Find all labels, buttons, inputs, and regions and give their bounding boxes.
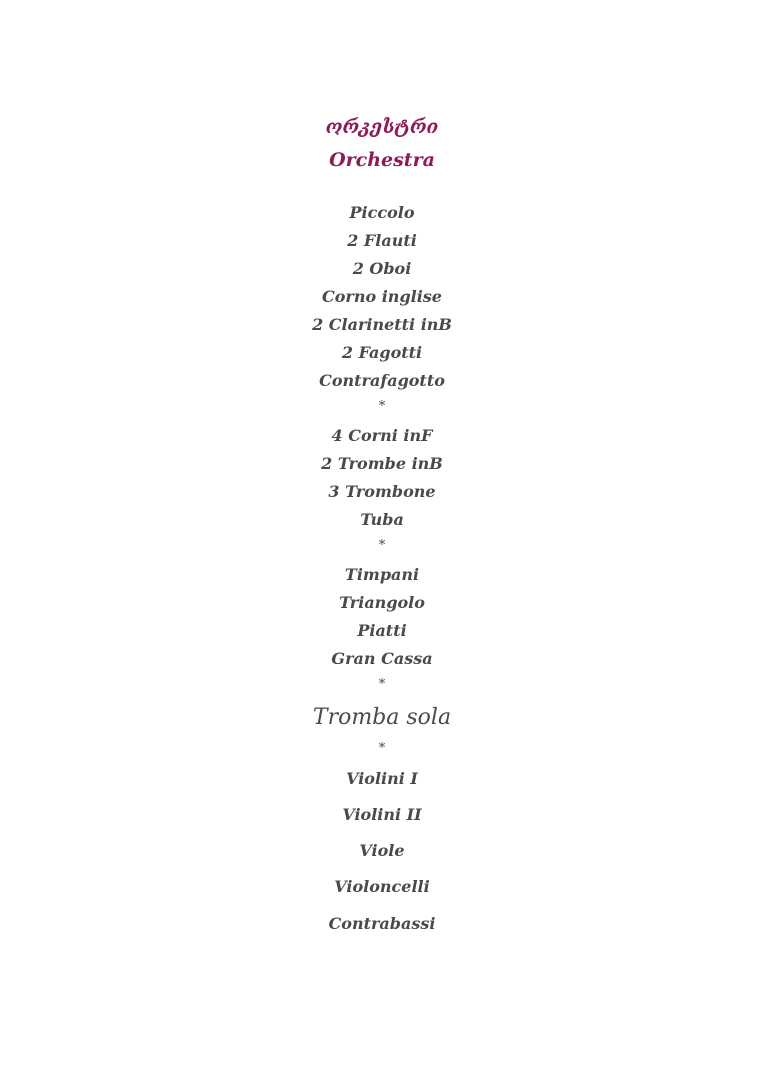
section-separator: * [378,399,386,414]
instrument-triangolo: Triangolo [339,593,425,612]
section-separator: * [378,741,386,756]
instrument-tuba: Tuba [360,510,404,529]
instrument-corni: 4 Corni inF [331,426,433,445]
instrument-clarinetti: 2 Clarinetti inB [312,315,452,334]
instrument-contrafagotto: Contrafagotto [319,371,445,390]
title-latin: Orchestra [329,149,435,171]
instrument-fagotti: 2 Fagotti [341,343,423,362]
instrument-timpani: Timpani [344,565,420,584]
section-separator: * [378,677,386,692]
instrument-trombe: 2 Trombe inB [321,454,443,473]
section-separator: * [378,538,386,553]
instrument-corno-inglise: Corno inglise [322,287,442,306]
instrument-oboi: 2 Oboi [352,259,412,278]
instrument-gran-cassa: Gran Cassa [331,649,433,668]
instrument-flauti: 2 Flauti [347,231,417,250]
instrument-violini-1: Violini I [346,769,418,788]
soloist-tromba-sola: Tromba sola [312,705,452,730]
instrument-piatti: Piatti [357,621,407,640]
instrument-piccolo: Piccolo [349,203,415,222]
instrument-violoncelli: Violoncelli [334,877,430,896]
instrument-viole: Viole [359,841,405,860]
title-georgian: ორკესტრი [325,116,439,138]
instrument-violini-2: Violini II [342,805,422,824]
instrument-trombone: 3 Trombone [328,482,436,501]
instrument-contrabassi: Contrabassi [328,914,436,933]
